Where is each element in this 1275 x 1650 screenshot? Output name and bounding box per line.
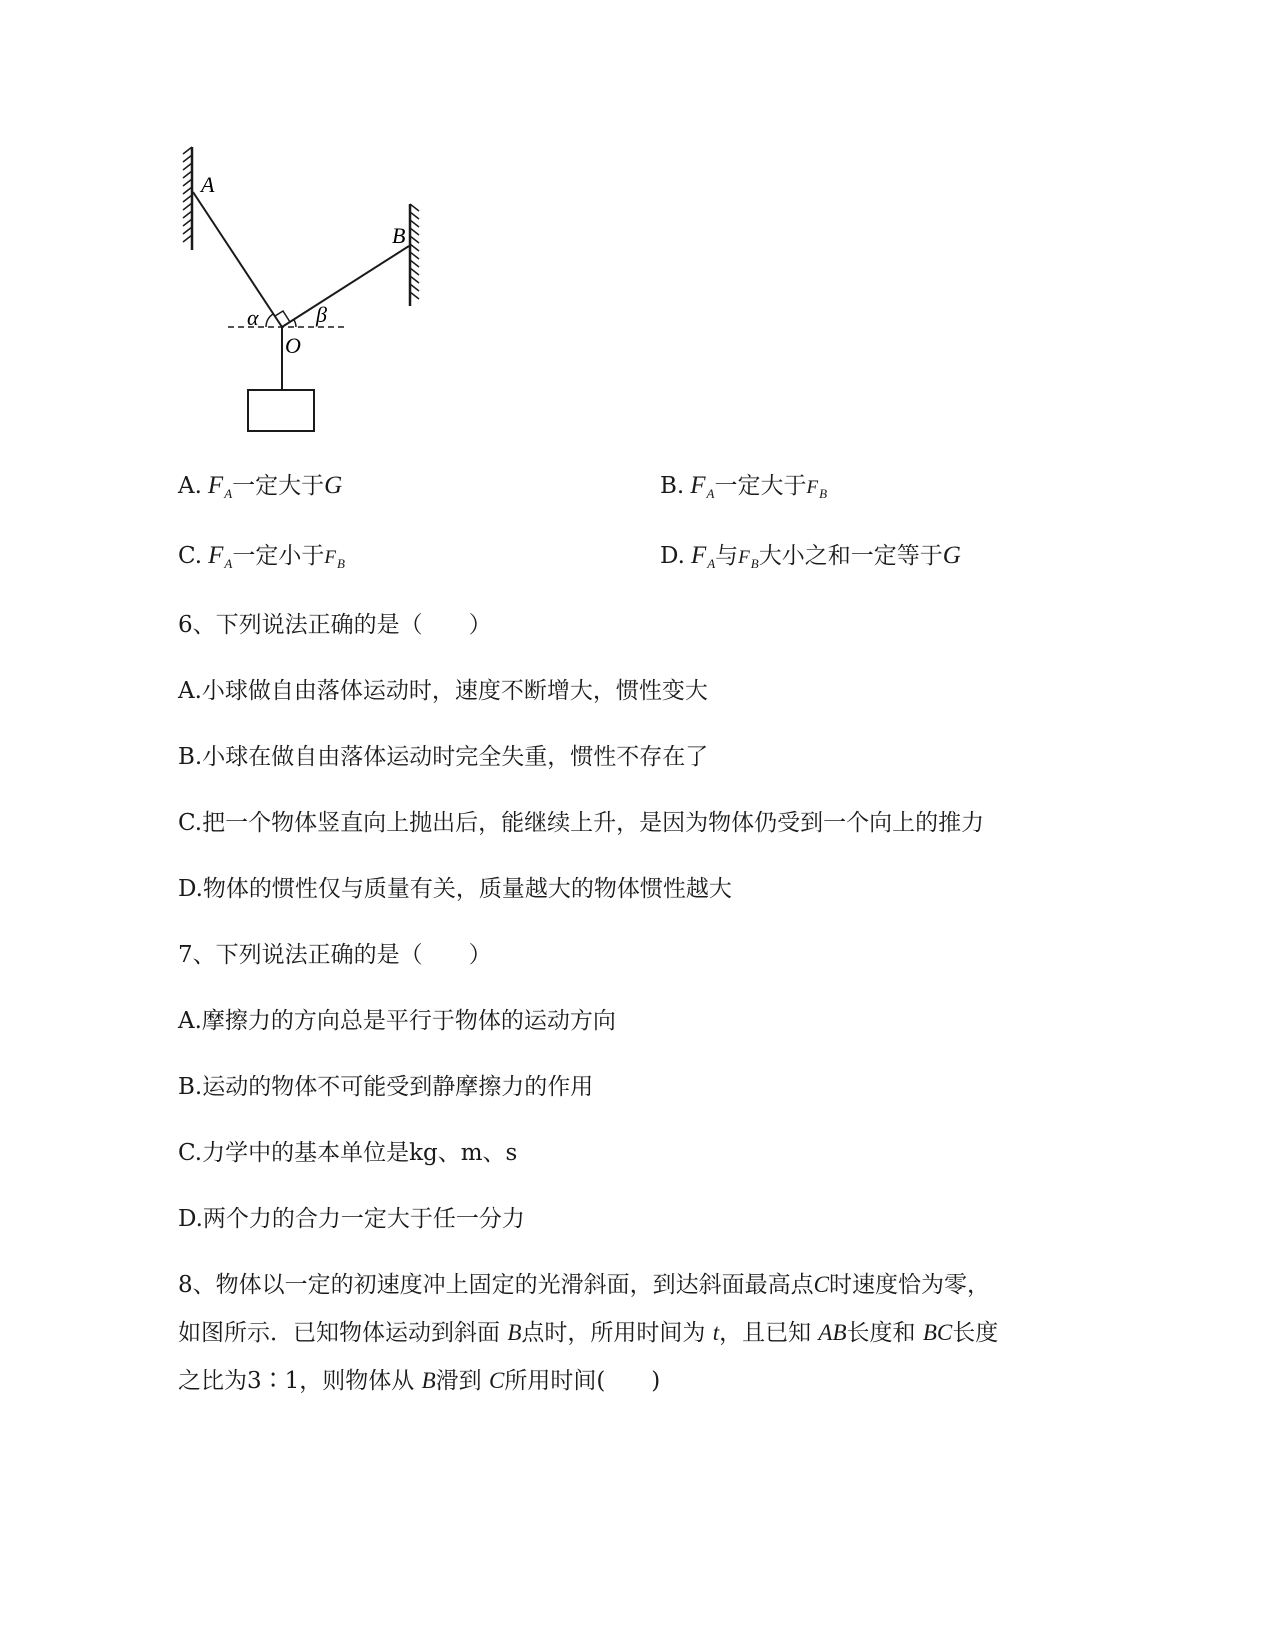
- option-letter: C.: [178, 543, 203, 569]
- q7-stem: 7、下列说法正确的是（ ）: [178, 942, 492, 968]
- q5-option-a[interactable]: [178, 471, 342, 504]
- q6-option-d[interactable]: D.物体的惯性仅与质量有关，质量越大的物体惯性越大: [178, 876, 732, 902]
- wall-hatch-line: [410, 268, 419, 275]
- force-symbol: F: [208, 542, 224, 569]
- force-symbol: F: [806, 477, 819, 498]
- label-o: O: [285, 333, 301, 358]
- wall-hatch-line: [410, 244, 419, 251]
- text: 时速度恰为零，: [828, 1272, 990, 1298]
- hanging-block: [248, 390, 314, 431]
- q5-option-c[interactable]: [178, 541, 345, 574]
- left-wall: [183, 147, 192, 250]
- var-b: B: [421, 1368, 436, 1393]
- label-alpha: α: [247, 305, 259, 330]
- q7-option-a[interactable]: A.摩擦力的方向总是平行于物体的运动方向: [178, 1008, 616, 1034]
- beta-arc: [294, 320, 296, 327]
- option-letter: A.: [178, 473, 202, 499]
- option-text: 与: [715, 543, 739, 569]
- wall-hatch-line: [410, 220, 419, 227]
- q8-line-1: [178, 1270, 990, 1300]
- option-letter: B.: [660, 473, 685, 499]
- wall-hatch-line: [183, 195, 192, 202]
- wall-hatch-line: [183, 163, 192, 170]
- wall-hatch-line: [410, 236, 419, 243]
- gravity-symbol: G: [942, 542, 961, 569]
- wall-hatch-line: [183, 171, 192, 178]
- wall-hatch-line: [183, 187, 192, 194]
- force-subscript: A: [707, 556, 716, 571]
- q5-option-b[interactable]: [660, 471, 827, 504]
- force-symbol: F: [207, 472, 224, 499]
- wall-hatch-line: [183, 147, 192, 154]
- var-ab: AB: [818, 1320, 847, 1345]
- q8-line-3: [178, 1366, 660, 1396]
- alpha-arc: [266, 314, 273, 327]
- gravity-symbol: G: [324, 472, 343, 499]
- force-symbol: F: [324, 547, 336, 568]
- wall-hatch-line: [183, 219, 192, 226]
- text: 长度和: [846, 1320, 916, 1346]
- force-symbol: F: [690, 472, 706, 499]
- wall-hatch-line: [410, 204, 419, 211]
- q5-option-d[interactable]: [660, 541, 961, 574]
- option-text: 大小之和一定等于: [758, 543, 943, 569]
- text: ，且已知: [719, 1320, 812, 1346]
- q6-option-b[interactable]: B.小球在做自由落体运动时完全失重，惯性不存在了: [178, 744, 709, 770]
- q7-option-d[interactable]: D.两个力的合力一定大于任一分力: [178, 1206, 525, 1232]
- force-subscript: A: [224, 556, 233, 571]
- wall-hatch-line: [410, 276, 419, 283]
- force-subscript: A: [224, 486, 233, 501]
- force-subscript: A: [706, 486, 715, 501]
- var-b: B: [507, 1320, 522, 1345]
- q6-option-c[interactable]: C.把一个物体竖直向上抛出后，能继续上升，是因为物体仍受到一个向上的推力: [178, 810, 985, 836]
- force-symbol: F: [738, 547, 750, 568]
- label-beta: β: [316, 302, 327, 327]
- force-diagram: [170, 140, 470, 445]
- wall-hatch-line: [183, 155, 192, 162]
- label-a: A: [201, 172, 215, 197]
- option-text: 一定小于: [232, 543, 325, 569]
- option-text: 一定大于: [232, 473, 325, 499]
- text: 如图所示．已知物体运动到斜面: [178, 1320, 500, 1346]
- wall-hatch-line: [410, 260, 419, 267]
- q7-option-b[interactable]: B.运动的物体不可能受到静摩擦力的作用: [178, 1074, 594, 1100]
- option-text: 一定大于: [714, 473, 807, 499]
- rope-ao: [193, 192, 282, 327]
- text: 之比为3∶1，则物体从: [178, 1368, 415, 1394]
- q6-option-a[interactable]: A.小球做自由落体运动时，速度不断增大，惯性变大: [178, 678, 708, 704]
- var-c: C: [813, 1272, 829, 1297]
- option-letter: D.: [660, 543, 685, 569]
- text: 滑到: [435, 1368, 482, 1394]
- text: 所用时间( ): [504, 1368, 661, 1394]
- q8-line-2: [178, 1318, 998, 1348]
- wall-hatch-line: [183, 227, 192, 234]
- wall-hatch-line: [183, 179, 192, 186]
- right-wall: [410, 204, 419, 306]
- var-t: t: [712, 1320, 720, 1345]
- q6-stem: 6、下列说法正确的是（ ）: [178, 612, 492, 638]
- force-subscript: B: [750, 556, 759, 571]
- q7-option-c[interactable]: C.力学中的基本单位是kg、m、s: [178, 1140, 518, 1166]
- force-symbol: F: [690, 542, 707, 569]
- wall-hatch-line: [410, 284, 419, 291]
- wall-hatch-line: [410, 228, 419, 235]
- text: 点时，所用时间为: [521, 1320, 706, 1346]
- wall-hatch-line: [410, 252, 419, 259]
- label-b: B: [392, 223, 406, 248]
- wall-hatch-line: [183, 235, 192, 242]
- force-subscript: B: [819, 486, 828, 501]
- wall-hatch-line: [183, 203, 192, 210]
- rope-bo: [282, 246, 409, 327]
- text: 长度: [952, 1320, 999, 1346]
- var-c: C: [488, 1368, 505, 1393]
- var-bc: BC: [922, 1320, 953, 1345]
- wall-hatch-line: [410, 212, 419, 219]
- wall-hatch-line: [183, 211, 192, 218]
- force-subscript: B: [336, 556, 345, 571]
- text: 8、物体以一定的初速度冲上固定的光滑斜面，到达斜面最高点: [178, 1272, 814, 1298]
- wall-hatch-line: [410, 292, 419, 299]
